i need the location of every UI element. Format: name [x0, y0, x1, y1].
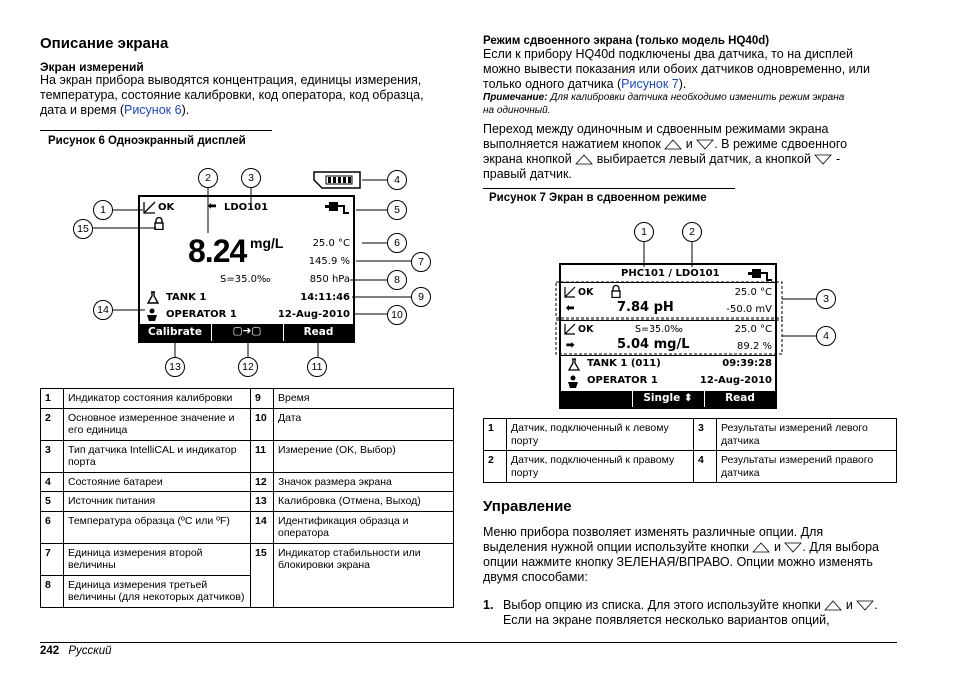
callout-5: 5: [387, 200, 407, 220]
sensor1-temperature: 25.0 °C: [734, 287, 772, 298]
callout-1: 1: [93, 200, 113, 220]
callout-2: 2: [682, 222, 702, 242]
paragraph-text: выполняется нажатием кнопок: [483, 137, 661, 151]
paragraph-line: [483, 152, 903, 167]
legend-num: 9: [251, 389, 274, 409]
legend-num: 8: [41, 575, 64, 607]
paragraph-text: и: [773, 540, 781, 554]
sensor1-second-value: -50.0 mV: [726, 304, 772, 315]
legend-text: Измерение (OK, Выбор): [274, 440, 454, 472]
up-arrow-key-icon: [575, 154, 593, 165]
up-arrow-key-icon: [664, 139, 682, 150]
callout-2: 2: [198, 168, 218, 188]
left-port-arrow-icon: ⬅: [566, 303, 575, 314]
note-line: на одиночный.: [483, 105, 551, 116]
intro-text: ).: [181, 103, 190, 117]
legend-text: Тип датчика IntelliCAL и индикатор порта: [64, 440, 251, 472]
paragraph-line: опции нажмите кнопку ЗЕЛЕНАЯ/ВПРАВО. Опции можно изменять: [483, 555, 873, 569]
right-port-arrow-icon: ➡: [566, 340, 575, 351]
operator-id: OPERATOR 1: [587, 375, 658, 386]
sensor2-status: OK: [578, 324, 594, 335]
paragraph-text: . Для выбора: [802, 540, 880, 554]
paragraph-line: Если к прибору HQ40d подключены два датчика, то на дисплей: [483, 47, 854, 61]
callout-8: 8: [387, 270, 407, 290]
legend-text: Время: [274, 389, 454, 409]
calibration-status-text: OK: [158, 202, 175, 213]
down-arrow-key-icon: [814, 154, 832, 165]
salinity-value: S=35.0‰: [220, 274, 271, 285]
legend-text: Датчик, подключенный к правому порту: [507, 451, 694, 483]
paragraph-text: ).: [678, 77, 687, 91]
list-item-text: [503, 598, 903, 628]
operator-icon: [567, 375, 579, 389]
legend-num: 11: [251, 440, 274, 472]
paragraph-line: [483, 540, 903, 555]
dual-mode-paragraph: [483, 47, 903, 92]
sensor2-salinity: S=35.0‰: [635, 324, 683, 335]
table-row: [41, 389, 454, 409]
note-line: [483, 91, 903, 104]
paragraph-line: Переход между одиночным и сдвоенным режимами экрана: [483, 122, 829, 136]
callout-3: 3: [816, 289, 836, 309]
table-row: [41, 492, 454, 512]
legend-num: 3: [694, 419, 717, 451]
paragraph-line: правый датчик.: [483, 167, 572, 181]
legend-num: 3: [41, 440, 64, 472]
legend-text: Источник питания: [64, 492, 251, 512]
table-row: [41, 440, 454, 472]
pressure-value: 850 hPa: [309, 274, 350, 285]
table-row: [41, 511, 454, 543]
callout-3: 3: [241, 168, 261, 188]
table-row: [41, 472, 454, 492]
callout-14: 14: [93, 300, 113, 320]
read-softkey[interactable]: Read: [303, 326, 334, 338]
down-arrow-key-icon: [784, 542, 802, 553]
list-line: Если на экране появляется несколько вариантов опций,: [503, 613, 830, 627]
sensor2-temperature: 25.0 °C: [734, 324, 772, 335]
callout-15: 15: [73, 219, 93, 239]
page-footer: [40, 645, 112, 657]
paragraph-text: . В режиме сдвоенного: [714, 137, 848, 151]
legend-num: 7: [41, 543, 64, 575]
legend-num: 6: [41, 511, 64, 543]
legend-text: Дата: [274, 408, 454, 440]
legend-num: 15: [251, 543, 274, 607]
main-unit: mg/L: [250, 235, 284, 251]
note-label: Примечание:: [483, 92, 548, 103]
figure-rule: [483, 188, 735, 189]
sample-id: TANK 1 (011): [587, 358, 661, 369]
single-softkey[interactable]: Single ⬍: [643, 392, 693, 404]
legend-num: 12: [251, 472, 274, 492]
page-number: 242: [40, 645, 60, 657]
list-text: и: [845, 598, 853, 612]
figure-6-link[interactable]: Рисунок 6: [123, 103, 182, 117]
legend-text: Единица измерения второй величины: [64, 543, 251, 575]
list-text: Выбор опцию из списка. Для этого используйте кнопки: [503, 598, 821, 612]
callout-1: 1: [634, 222, 654, 242]
figure-7-link[interactable]: Рисунок 7: [621, 77, 679, 91]
temperature-value: 25.0 °C: [312, 238, 350, 249]
figure-6-leader-lines: [0, 0, 470, 390]
sensor2-second-value: 89.2 %: [737, 341, 772, 352]
footer-language: Русский: [68, 645, 112, 657]
legend-num: 1: [484, 419, 507, 451]
sensor2-value: 5.04 mg/L: [617, 337, 690, 352]
callout-4: 4: [387, 170, 407, 190]
legend-text: Идентификация образца и оператора: [274, 511, 454, 543]
subheading-measurement-screen: Экран измерений: [40, 60, 144, 74]
legend-text: Результаты измерений левого датчика: [717, 419, 897, 451]
date-value: 12-Aug-2010: [699, 375, 772, 386]
list-number: 1.: [483, 598, 494, 612]
time-value: 09:39:28: [722, 358, 772, 369]
figure-7-title: Рисунок 7 Экран в сдвоенном режиме: [489, 192, 707, 204]
legend-num: 13: [251, 492, 274, 512]
intro-line: температура, состояние калибровки, код оператора, код образца,: [40, 88, 424, 102]
second-value: 145.9 %: [308, 256, 350, 267]
sensor1-value: 7.84 pH: [617, 300, 674, 315]
up-arrow-key-icon: [824, 600, 842, 611]
table-row: [41, 408, 454, 440]
list-text: .: [874, 598, 878, 612]
legend-text: Единица измерения третьей величины (для некоторых датчиков): [64, 575, 251, 607]
switch-mode-paragraph: [483, 122, 903, 182]
intro-text: дата и время (: [40, 103, 124, 117]
note-text: Для калибровки датчика необходимо изменить режим экрана: [547, 92, 845, 103]
figure-6-title: Рисунок 6 Одноэкранный дисплей: [48, 135, 246, 147]
paragraph-text: только одного датчика (: [483, 77, 622, 91]
table-row: [41, 543, 454, 575]
section-title-control: Управление: [483, 498, 572, 515]
paragraph-text: -: [835, 152, 841, 166]
paragraph-line: можно вывести показания или обоих датчиков одновременно, или: [483, 62, 870, 76]
sensor1-status: OK: [578, 287, 594, 298]
operator-id: OPERATOR 1: [166, 309, 237, 320]
legend-num: 14: [251, 511, 274, 543]
legend-text: Датчик, подключенный к левому порту: [507, 419, 694, 451]
screen-size-softkey[interactable]: ▢➜▢: [232, 325, 262, 337]
legend-num: 10: [251, 408, 274, 440]
time-value: 14:11:46: [300, 292, 350, 303]
main-value: 8.24: [188, 233, 247, 269]
legend-num: 1: [41, 389, 64, 409]
callout-12: 12: [238, 357, 258, 377]
list-line: [503, 598, 903, 613]
up-arrow-key-icon: [752, 542, 770, 553]
legend-text: Индикатор стабильности или блокировки экрана: [274, 543, 454, 607]
table-row: [484, 419, 897, 451]
read-softkey[interactable]: Read: [725, 392, 755, 404]
section-title-screen-description: Описание экрана: [40, 35, 169, 52]
paragraph-text: выделения нужной опции используйте кнопки: [483, 540, 749, 554]
legend-text: Результаты измерений правого датчика: [717, 451, 897, 483]
dual-header: PHC101 / LDO101: [621, 268, 720, 279]
paragraph-text: экрана кнопкой: [483, 152, 572, 166]
intro-line: На экран прибора выводятся концентрация, единицы измерения,: [40, 73, 422, 87]
legend-text: Значок размера экрана: [274, 472, 454, 492]
legend-num: 2: [41, 408, 64, 440]
paragraph-line: [483, 77, 903, 92]
port-arrow-icon: ⬅: [208, 201, 217, 212]
down-arrow-key-icon: [856, 600, 874, 611]
date-value: 12-Aug-2010: [277, 309, 350, 320]
paragraph-line: [483, 137, 903, 152]
calibration-note: [483, 91, 903, 117]
paragraph-line: Меню прибора позволяет изменять различные опции. Для: [483, 525, 824, 539]
callout-11: 11: [307, 357, 327, 377]
callout-13: 13: [165, 357, 185, 377]
legend-text: Состояние батареи: [64, 472, 251, 492]
calibrate-softkey[interactable]: Calibrate: [148, 326, 202, 338]
callout-4: 4: [816, 326, 836, 346]
legend-text: Температура образца (ºC или ºF): [64, 511, 251, 543]
legend-num: 2: [484, 451, 507, 483]
legend-num: 4: [694, 451, 717, 483]
paragraph-line: двумя способами:: [483, 570, 588, 584]
figure-7-legend-table: [483, 418, 897, 483]
callout-9: 9: [411, 287, 431, 307]
dual-mode-heading: Режим сдвоенного экрана (только модель HQ40d): [483, 35, 770, 47]
legend-text: Калибровка (Отмена, Выход): [274, 492, 454, 512]
legend-text: Индикатор состояния калибровки: [64, 389, 251, 409]
numbered-list-item: [483, 598, 903, 628]
paragraph-text: выбирается левый датчик, а кнопкой: [596, 152, 811, 166]
callout-7: 7: [411, 252, 431, 272]
control-paragraph: [483, 525, 903, 585]
sensor-type-text: LDO101: [224, 202, 269, 213]
softkey-bar: [561, 391, 775, 407]
table-row: [484, 451, 897, 483]
footer-rule: [40, 642, 897, 643]
paragraph-text: и: [685, 137, 693, 151]
sample-id: TANK 1: [166, 292, 207, 303]
figure-6-legend-table: [40, 388, 454, 608]
callout-6: 6: [387, 233, 407, 253]
legend-num: 5: [41, 492, 64, 512]
down-arrow-key-icon: [696, 139, 714, 150]
legend-text: Основное измеренное значение и его единица: [64, 408, 251, 440]
legend-num: 4: [41, 472, 64, 492]
callout-10: 10: [387, 305, 407, 325]
